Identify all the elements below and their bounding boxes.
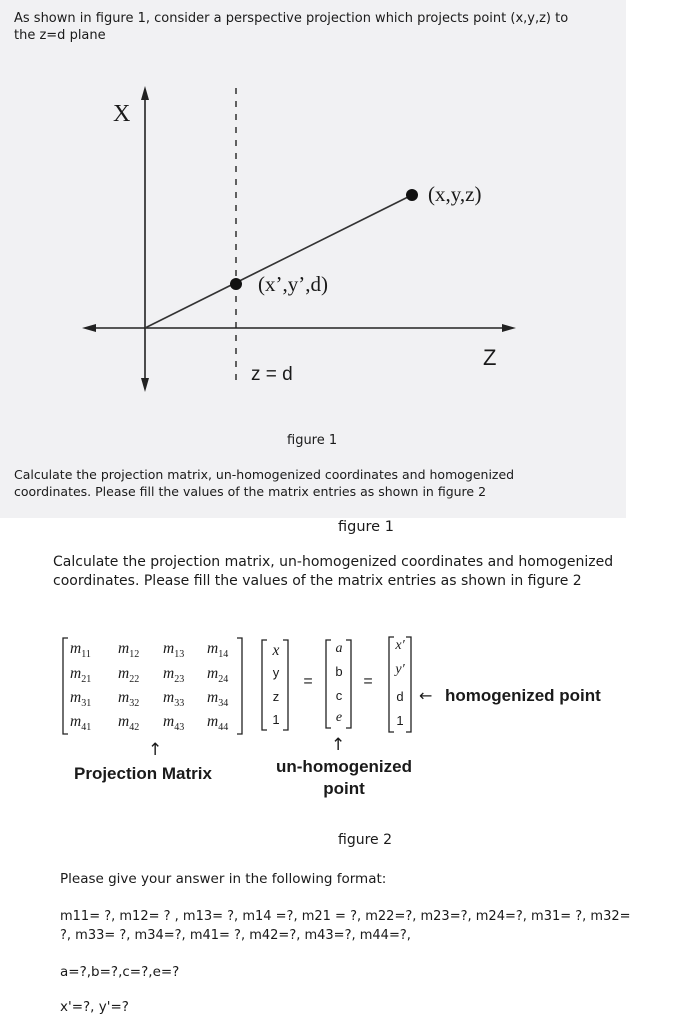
projection-matrix-label: Projection Matrix (74, 764, 212, 783)
unhomogenized-line-2: point (323, 779, 365, 798)
vector-entry-b: b (335, 664, 343, 679)
up-arrow-icon-projection: ↑ (148, 740, 163, 760)
matrix-entry-m43: $m_{43}$ (163, 713, 185, 734)
vector-entry-y-prime: y′ (395, 662, 405, 677)
equals-sign-1: = (303, 673, 313, 690)
projected-point-label: (x’,y’,d) (258, 272, 328, 296)
matrix-entry-m31: $m_{31}$ (70, 689, 92, 710)
figure-1-caption: figure 1 (287, 433, 338, 448)
matrix-left-bracket (63, 638, 68, 734)
calc-line-1: Calculate the projection matrix, un-homogenized coordinates and homogenized (14, 467, 515, 482)
matrix-entry-m14: $m_{14}$ (207, 640, 229, 661)
vector-entry-c: c (335, 688, 343, 703)
matrix-entry-m13: $m_{13}$ (163, 640, 185, 661)
matrix-entry-m33: $m_{33}$ (163, 689, 185, 710)
answer-line-2: ?, m33= ?, m34=?, m41= ?, m42=?, m43=?, m44=?, (60, 928, 411, 943)
z-axis-label: Z (483, 345, 497, 370)
vector-entry-z: z (272, 689, 280, 704)
vector-entry-x-prime: x′ (395, 638, 405, 653)
matrix-entry-m21: $m_{21}$ (70, 665, 92, 686)
answer-line-1: m11= ?, m12= ? , m13= ?, m14 =?, m21 = ?, m22=?, m23=?, m24=?, m31= ?, m32= (60, 909, 631, 924)
calc-line-2b: coordinates. Please fill the values of the matrix entries as shown in figure 2 (53, 573, 582, 589)
matrix-entry-m23: $m_{23}$ (163, 665, 185, 686)
matrix-entry-m41: $m_{41}$ (70, 713, 92, 734)
vector-xyz-left-bracket (262, 640, 267, 730)
vector-entry-x: x (272, 642, 280, 659)
up-arrow-icon-unhomogenized: ↑ (331, 735, 346, 755)
vector-entry-a: a (335, 641, 343, 656)
matrix-entry-m11: $m_{11}$ (70, 640, 91, 661)
answer-format-matrix (60, 907, 631, 945)
intro-line-1: As shown in figure 1, consider a perspective projection which projects point (x,y,z) to (14, 11, 569, 26)
calc-line-2: coordinates. Please fill the values of the matrix entries as shown in figure 2 (14, 484, 487, 499)
point-xyz-label: (x,y,z) (428, 182, 482, 206)
vector-entry-e: e (335, 710, 343, 725)
matrix-entry-m32: $m_{32}$ (118, 689, 140, 710)
equals-sign-2: = (363, 673, 373, 690)
matrix-right-bracket (237, 638, 242, 734)
figure-1-caption-repeat: figure 1 (338, 519, 394, 535)
calc-line-1b: Calculate the projection matrix, un-homogenized coordinates and homogenized (53, 554, 614, 570)
matrix-entry-m12: $m_{12}$ (118, 640, 140, 661)
figure-2-caption: figure 2 (338, 832, 392, 848)
intro-line-2: the z=d plane (14, 28, 106, 43)
left-arrow-icon: ← (419, 686, 433, 705)
vector-entry-1-result: 1 (396, 713, 404, 728)
matrix-entry-m22: $m_{22}$ (118, 665, 140, 686)
vector-entry-y: y (272, 665, 280, 680)
unhomogenized-line-1: un-homogenized (276, 757, 412, 776)
x-axis-label: X (113, 101, 131, 127)
unhomogenized-point-label (264, 756, 424, 800)
vector-entry-1: 1 (272, 712, 280, 727)
homogenized-point-label: homogenized point (445, 686, 601, 705)
answer-prompt: Please give your answer in the following format: (60, 871, 387, 887)
matrix-entry-m24: $m_{24}$ (207, 665, 229, 686)
plane-label: z = d (251, 364, 293, 385)
matrix-entry-m42: $m_{42}$ (118, 713, 140, 734)
answer-format-abce: a=?,b=?,c=?,e=? (60, 964, 180, 980)
answer-format-xy: x'=?, y'=? (60, 999, 129, 1015)
matrix-entry-m34: $m_{34}$ (207, 689, 229, 710)
matrix-entry-m44: $m_{44}$ (207, 713, 229, 734)
vector-entry-d: d (396, 689, 404, 704)
